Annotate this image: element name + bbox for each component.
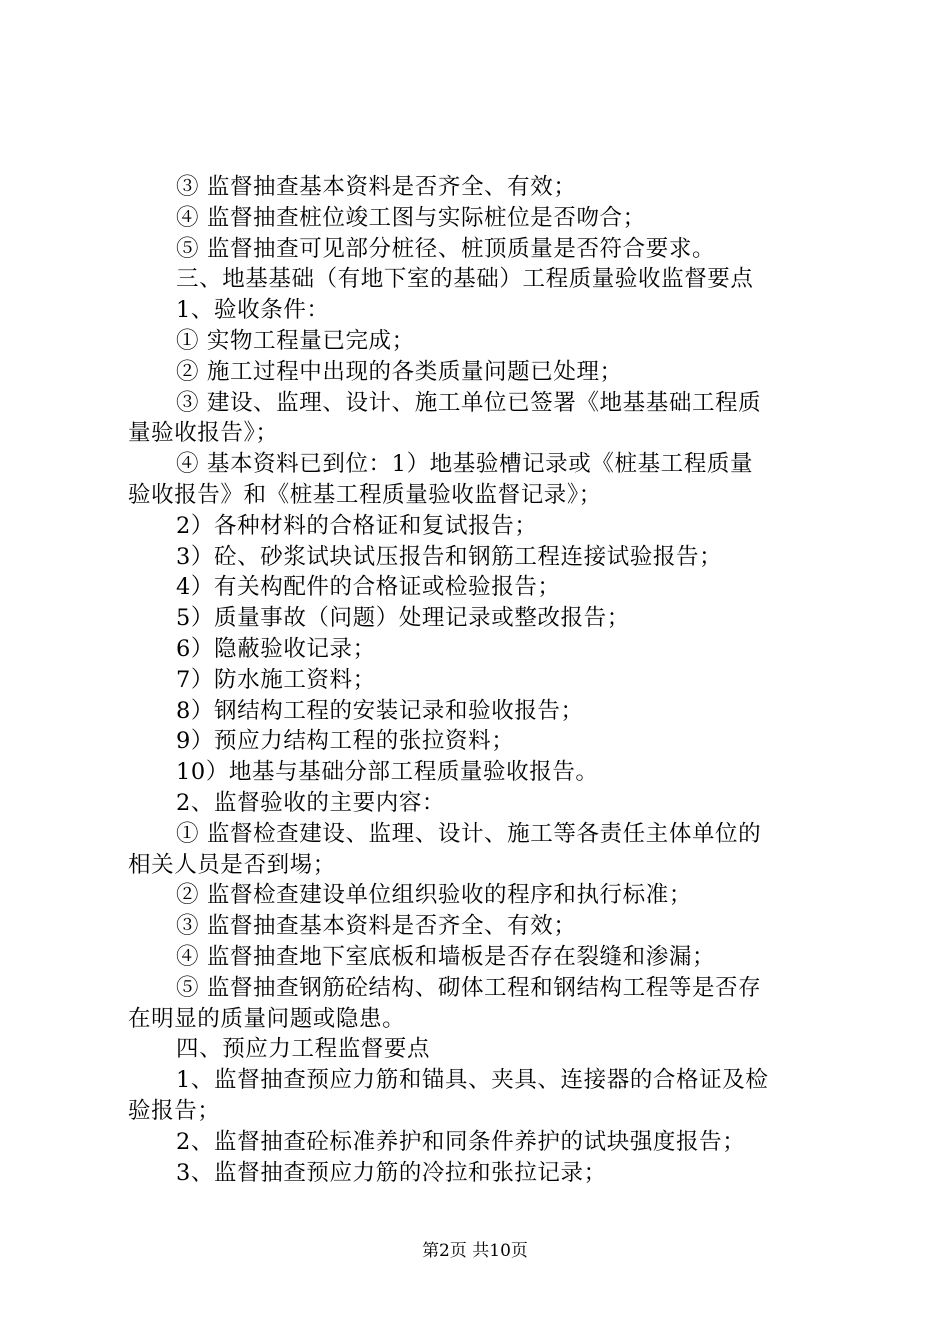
text-line: 9）预应力结构工程的张拉资料； — [176, 728, 515, 755]
text-line: ① 监督检查建设、监理、设计、施工等各责任主体单位的 — [176, 820, 762, 847]
text-line: 5）质量事故（问题）处理记录或整改报告； — [176, 605, 630, 632]
text-line: 四、预应力工程监督要点 — [176, 1036, 431, 1063]
text-line: 7）防水施工资料； — [176, 666, 376, 693]
text-line: 量验收报告》； — [128, 420, 279, 447]
text-line: 6）隐蔽验收记录； — [176, 635, 376, 662]
text-line: ① 实物工程量已完成； — [176, 327, 415, 354]
text-line: 在明显的质量问题或隐患。 — [128, 1005, 406, 1032]
text-line: 4）有关构配件的合格证或检验报告； — [176, 574, 561, 601]
text-line: ⑤ 监督抽查钢筋砼结构、砌体工程和钢结构工程等是否存 — [176, 974, 762, 1001]
text-line: 2、监督抽查砼标准养护和同条件养护的试块强度报告； — [176, 1128, 746, 1155]
text-line: ③ 建设、监理、设计、施工单位已签署《地基基础工程质 — [176, 389, 762, 416]
text-line: 相关人员是否到埸； — [128, 851, 336, 878]
text-line: 1、监督抽查预应力筋和锚具、夹具、连接器的合格证及检 — [176, 1067, 769, 1094]
text-line: 三、地基基础（有地下室的基础）工程质量验收监督要点 — [176, 266, 754, 293]
text-line: ④ 监督抽查地下室底板和墙板是否存在裂缝和渗漏； — [176, 943, 716, 970]
text-line: ③ 监督抽查基本资料是否齐全、有效； — [176, 913, 577, 940]
text-line: ② 监督检查建设单位组织验收的程序和执行标准； — [176, 882, 692, 909]
text-line: 1、验收条件： — [176, 297, 330, 324]
text-line: 3）砼、砂浆试块试压报告和钢筋工程连接试验报告； — [176, 543, 723, 570]
document-body — [128, 172, 840, 1188]
text-line: 验报告； — [128, 1097, 221, 1124]
page-footer: 第2页 共10页 — [422, 1241, 528, 1261]
text-line: ③ 监督抽查基本资料是否齐全、有效； — [176, 174, 577, 200]
text-line: 10）地基与基础分部工程质量验收报告。 — [176, 759, 599, 786]
text-line: 2）各种材料的合格证和复试报告； — [176, 512, 538, 539]
text-line: 8）钢结构工程的安装记录和验收报告； — [176, 697, 584, 724]
text-line: 验收报告》和《桩基工程质量验收监督记录》； — [128, 481, 602, 508]
text-line: ⑤ 监督抽查可见部分桩径、桩顶质量是否符合要求。 — [176, 235, 716, 262]
text-line: 3、监督抽查预应力筋的冷拉和张拉记录； — [176, 1159, 607, 1186]
text-line: ④ 基本资料已到位：1）地基验槽记录或《桩基工程质量 — [176, 451, 754, 478]
text-line: ② 施工过程中出现的各类质量问题已处理； — [176, 358, 623, 385]
text-line: ④ 监督抽查桩位竣工图与实际桩位是否吻合； — [176, 204, 646, 231]
text-line: 2、监督验收的主要内容： — [176, 789, 446, 816]
